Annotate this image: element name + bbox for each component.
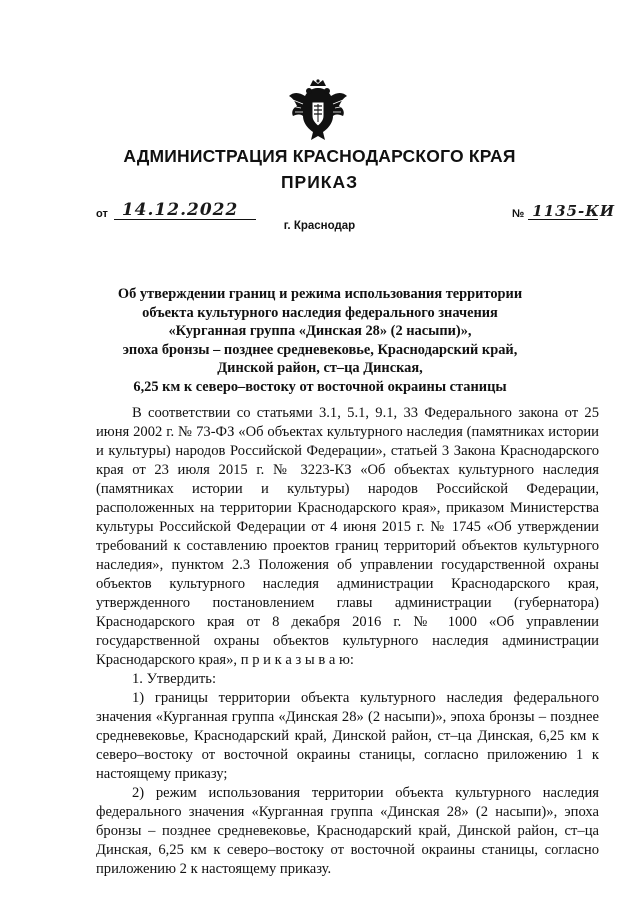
number-line (528, 201, 616, 220)
date-field (96, 201, 256, 220)
number-prefix: № (512, 208, 525, 220)
title-line: Динской район, ст–ца Динская, (217, 360, 423, 376)
title-line: эпоха бронзы – позднее средневековье, Краснодарский край, (122, 341, 518, 358)
title-line: «Курганная группа «Динская 28» (2 насыпи)», (168, 323, 472, 339)
handwritten-date: 14.12.2022 (121, 200, 239, 220)
item-1-2-paragraph: 2) режим использования территории объекта культурного наследия федерального значения «Курганная группа «Динская 28» (2 насыпи)», эпоха бронзы – позднее средневековье, Краснодарский край, Динской район, ст–ца Динская, 6,25 км к северо–востоку от восточной окраины станицы, согласно приложению 2 к настоящему приказу. (96, 785, 599, 877)
coat-of-arms-emblem-icon (287, 78, 349, 144)
organization-name: АДМИНИСТРАЦИЯ КРАСНОДАРСКОГО КРАЯ (123, 146, 516, 166)
date-line (114, 201, 256, 220)
preamble-paragraph: В соответствии со статьями 3.1, 5.1, 9.1, 33 Федерального закона от 25 июня 2002 г. № 73-ФЗ «Об объектах культурного наследия (памятниках истории и культуры) народов Российской Федерации», статьей 3 Закона Краснодарского края от 23 июля 2015 г. № 3223-КЗ «Об объектах культурного наследия (памятниках истории и культуры) народов Российской Федерации, расположенных на территории Краснодарского края», приказом Министерства культуры Российской Федерации от 4 июня 2015 г. № 1745 «Об утверждении требований к составлению проектов границ территорий объектов культурного наследия», пунктом 2.3 Положения об управлении государственной охраны объектов культурного наследия администрации Краснодарского края, утвержденного постановлением главы администрации (губернатора) Краснодарского края от 8 декабря 2016 г. № 1000 «Об управлении государственной охраны объектов культурного наследия администрации Краснодарского края», п р и к а з ы в а ю: (96, 405, 599, 668)
title-line: объекта культурного наследия федерального значения (142, 304, 498, 321)
document-title (80, 285, 560, 396)
city-name: г. Краснодар (283, 220, 356, 232)
date-prefix: от (96, 208, 108, 220)
title-line: Об утверждении границ и режима использования территории (117, 286, 523, 302)
item-1-paragraph: 1. Утвердить: (132, 671, 217, 687)
document-type: ПРИКАЗ (280, 172, 359, 192)
title-line: 6,25 км к северо–востоку от восточной окраины станицы (133, 378, 507, 395)
document-body (96, 404, 599, 879)
handwritten-number: 1135-КИ (532, 202, 616, 220)
item-1-1-paragraph: 1) границы территории объекта культурного наследия федерального значения «Курганная группа «Динская 28» (2 насыпи)», эпоха бронзы – позднее средневековье, Краснодарский край, Динской район, ст–ца Динская, 6,25 км к северо–востоку от восточной окраины станицы, согласно приложению 1 к настоящему приказу; (96, 690, 599, 782)
number-field (512, 201, 616, 220)
